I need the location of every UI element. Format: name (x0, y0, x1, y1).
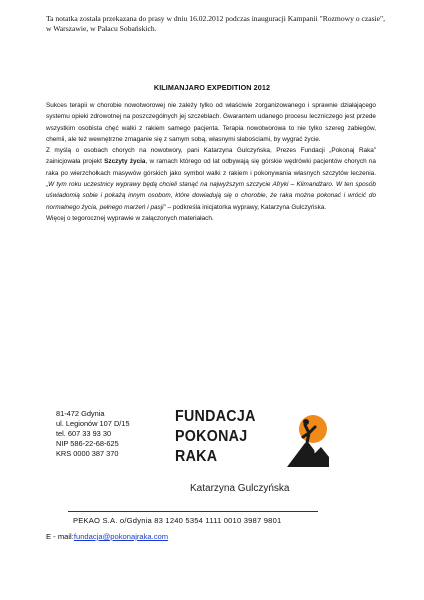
address-nip: NIP 586-22-68-625 (56, 439, 119, 448)
address-street: ul. Legionów 107 D/15 (56, 419, 130, 428)
paragraph-2-text-a: Z myślą o osobach chorych na nowotwory, pani Katarzyna Gulczyńska, Prezes Fundacji „Pokonaj Raka” zainicjowała projekt (46, 147, 376, 166)
quote: „W tym roku uczestnicy wyprawy będą chcieli stanąć na najwyższym szczycie Afryki – Klimandżaro. W ten sposób uświadomią sobie i pokażą innym osobom, które dowiadują się o chorobie, że raka można pokonać i wrócić do normalnego życia, pełnego marzeń i pasji” (46, 181, 376, 211)
logo-wordmark (175, 407, 256, 467)
paragraph-2 (46, 145, 376, 213)
divider (68, 511, 318, 512)
logo-line-3: RAKA (175, 448, 218, 465)
address-block (56, 409, 130, 459)
press-note: Ta notatka została przekazana do prasy w dniu 16.02.2012 podczas inauguracji Kampanii "Rozmowy o czasie", w Warszawie, w Pałacu Sobańskich. (46, 14, 386, 33)
bank-account: PEKAO S.A. o/Gdynia 83 1240 5354 1111 0010 3987 9801 (73, 516, 282, 525)
document-body (46, 100, 376, 224)
address-krs: KRS 0000 387 370 (56, 449, 119, 458)
email-link[interactable]: fundacja@pokonajraka.com (73, 532, 169, 541)
paragraph-2-text-c: – podkreśla inicjatorka wyprawy, Katarzyna Gulczyńska. (165, 203, 327, 211)
paragraph-1: Sukces terapii w chorobie nowotworowej nie zależy tylko od właściwie zorganizowanego i sprawnie działającego systemu opieki zdrowotnej na poszczególnych jej szczeblach. Gwarantem udanego procesu leczniczego jest przede wszystkim osobista chęć walki z rakiem samego pacjenta. Terapia nowotworowa to nie tylko szereg zabiegów, chemii, ale też wewnętrzne zmaganie się z samym sobą, własnymi słabościami, by wygrać życie. (46, 102, 376, 143)
project-name: Szczyty życia (104, 158, 146, 166)
document-title: KILIMANJARO EXPEDITION 2012 (153, 83, 271, 92)
signature: Katarzyna Gulczyńska (190, 483, 290, 494)
email-line (46, 532, 168, 541)
logo-line-1: FUNDACJA (175, 408, 256, 425)
paragraph-3: Więcej o tegorocznej wyprawie w załączonych materiałach. (46, 214, 214, 222)
paragraph-2-text-b: , w ramach którego od lat odbywają się górskie wędrówki pacjentów chorych na raka po wierzchołkach masywów górskich jako symbol walki z rakiem i pokonywania własnych szczytów leczenia. (46, 158, 376, 177)
address-phone: tel. 607 33 93 30 (56, 429, 112, 438)
foundation-logo (175, 407, 325, 471)
email-label: E - mail: (46, 532, 74, 541)
summit-figure-icon (285, 413, 329, 467)
address-city: 81-472 Gdynia (56, 409, 105, 418)
logo-line-2: POKONAJ (175, 428, 248, 445)
